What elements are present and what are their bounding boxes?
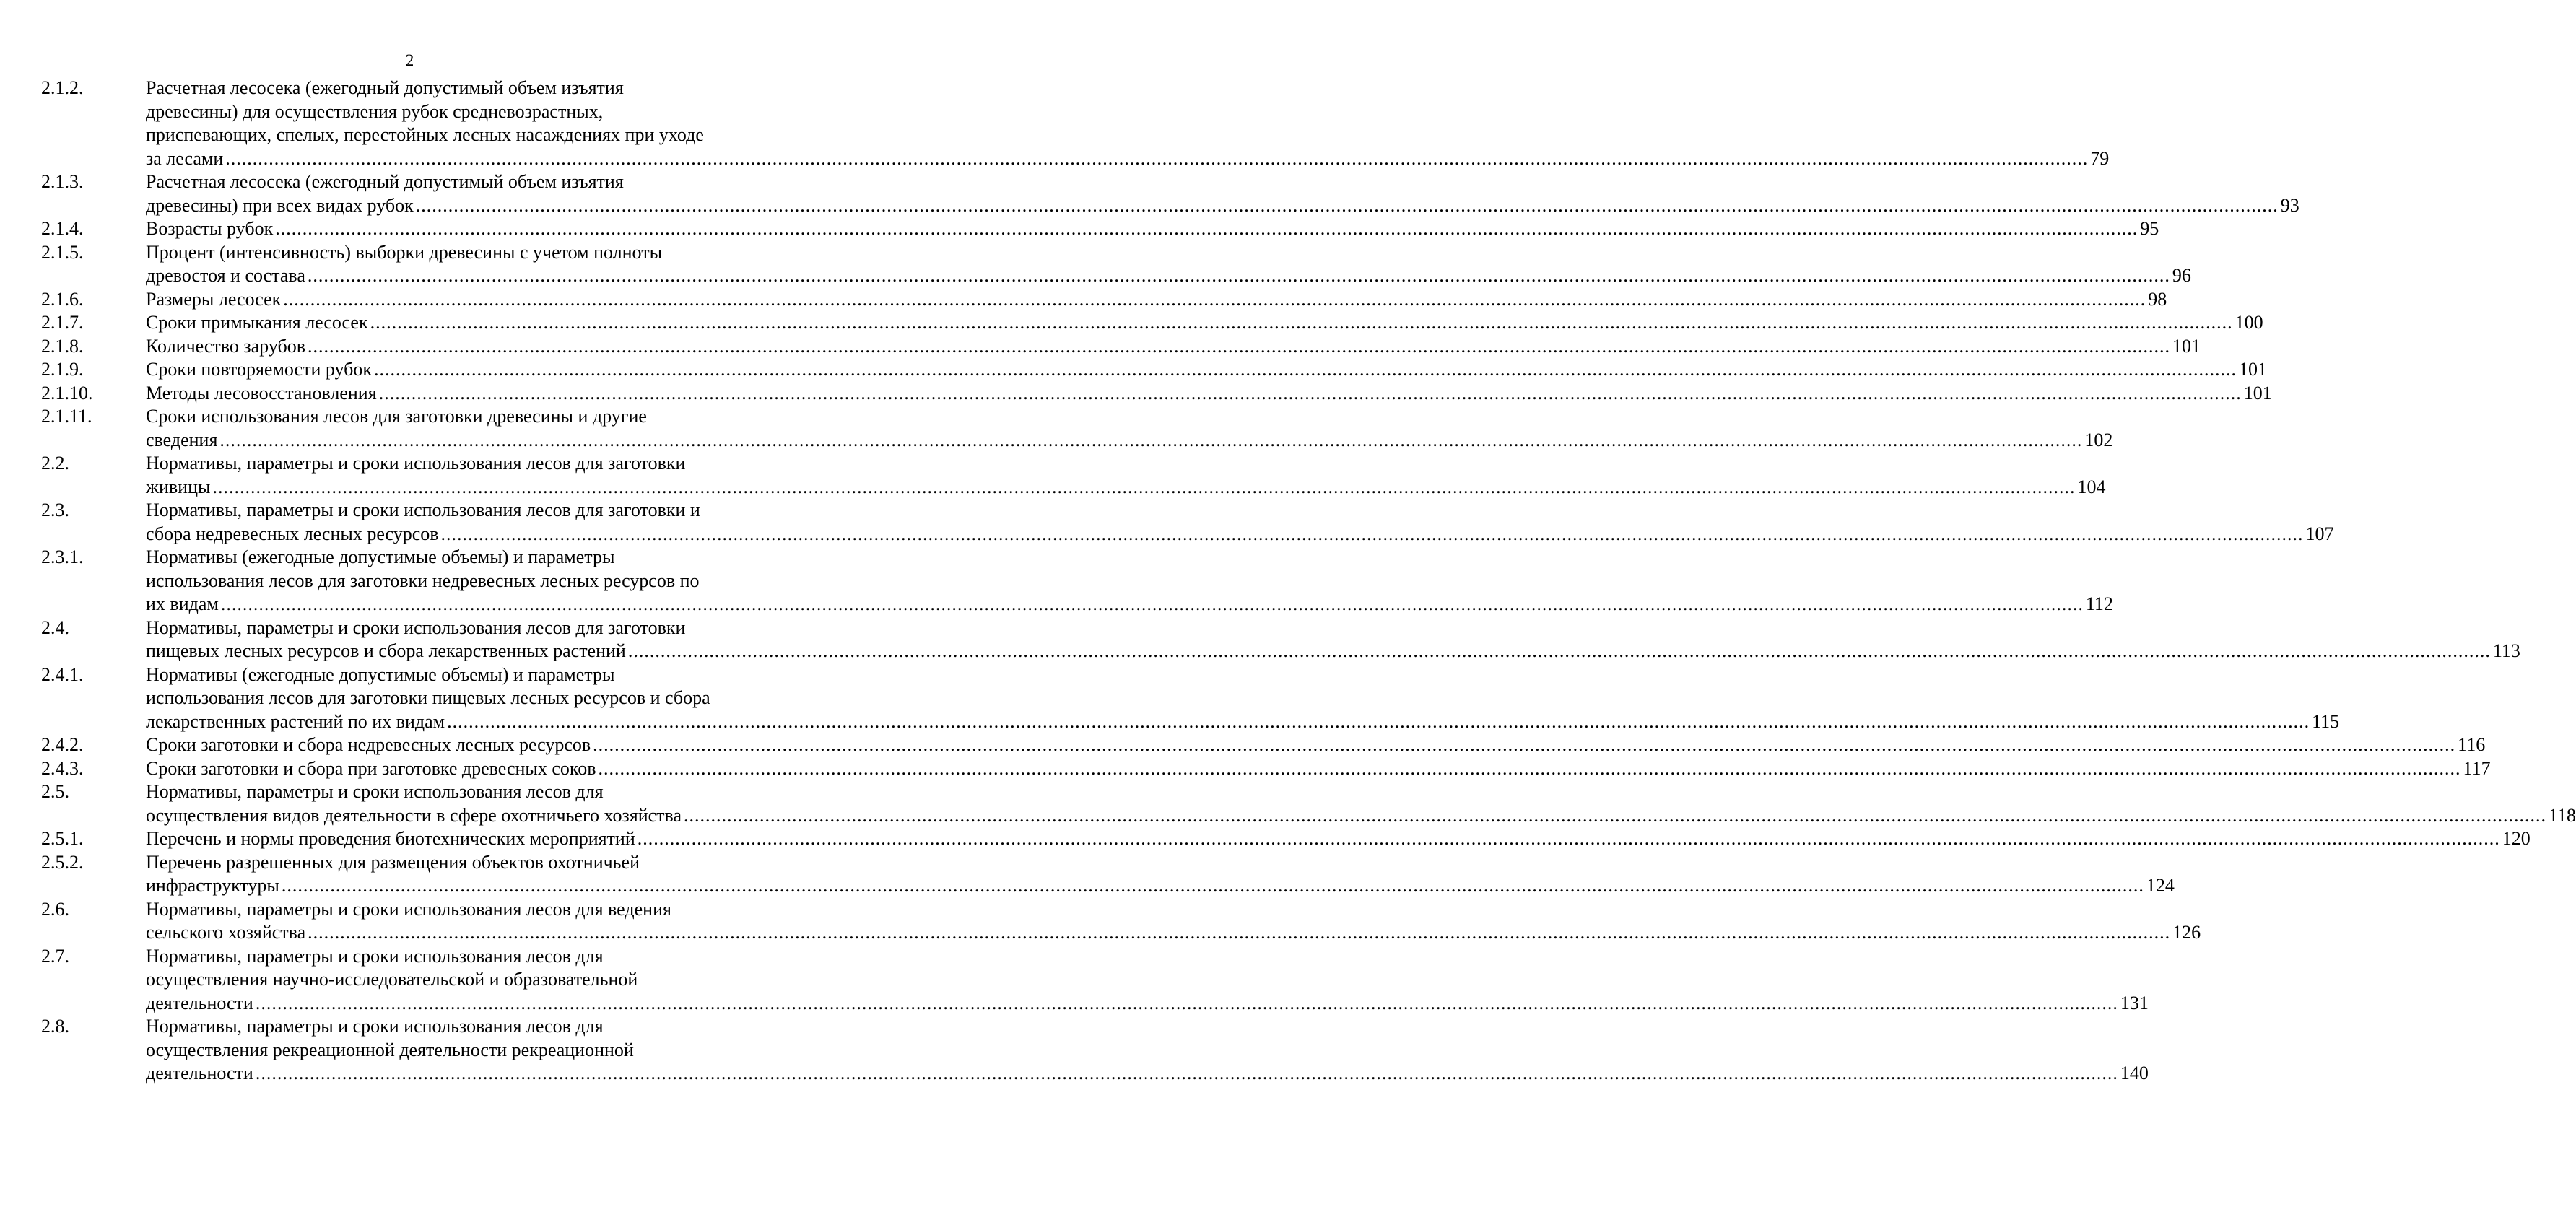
- toc-entry-last-line: [146, 358, 2267, 382]
- toc-entry[interactable]: [41, 898, 2201, 945]
- toc-entry[interactable]: [41, 945, 2149, 1016]
- toc-entry-page: 126: [2172, 922, 2201, 943]
- toc-entry[interactable]: [41, 311, 2263, 335]
- toc-entry-title: [146, 382, 2272, 406]
- toc-entry-number: 2.3.: [41, 500, 69, 520]
- dot-leader: [282, 874, 2144, 898]
- toc-entry-title: [146, 241, 2191, 288]
- toc-entry-number: 2.1.4.: [41, 218, 84, 239]
- toc-entry-title-line: Сроки заготовки и сбора недревесных лесных ресурсов: [146, 734, 591, 755]
- toc-entry-title-line: Возрасты рубок: [146, 218, 274, 239]
- toc-entry-title-line: Сроки использования лесов для заготовки древесины и другие: [146, 406, 647, 427]
- toc-entry-number: 2.1.5.: [41, 241, 84, 263]
- toc-entry-title-line: Перечень разрешенных для размещения объектов охотничьей: [146, 851, 640, 873]
- toc-entry[interactable]: [41, 77, 2110, 170]
- toc-entry-number: 2.4.: [41, 616, 69, 638]
- dot-leader: [275, 217, 2138, 241]
- toc-entry-title: [146, 757, 2491, 781]
- toc-entry-title-line: сведения: [146, 429, 218, 450]
- toc-entry-number: 2.6.: [41, 898, 69, 920]
- toc-entry[interactable]: [41, 358, 2268, 382]
- toc-entry-title-line: Сроки примыкания лесосек: [146, 312, 368, 333]
- toc-entry-last-line: [146, 335, 2201, 359]
- toc-entry-page: 79: [2090, 147, 2110, 169]
- toc-entry-title-line: Нормативы, параметры и сроки использования лесов для ведения: [146, 898, 671, 920]
- toc-entry-title: [146, 217, 2159, 241]
- dot-leader: [308, 264, 2170, 288]
- toc-entry-title-line: Размеры лесосек: [146, 288, 282, 310]
- toc-entry-title-line: Расчетная лесосека (ежегодный допустимый объем изъятия: [146, 77, 624, 98]
- toc-entry-page: 115: [2312, 710, 2340, 732]
- toc-entry[interactable]: [41, 499, 2334, 546]
- toc-entry-page: 101: [2243, 382, 2272, 404]
- toc-entry-title-line: Нормативы, параметры и сроки использования лесов для: [146, 1016, 604, 1037]
- toc-entry-page: 98: [2148, 288, 2167, 310]
- toc-entry-title: [146, 311, 2263, 335]
- toc-entry[interactable]: [41, 827, 2531, 851]
- toc-entry-title-line: Нормативы, параметры и сроки использования лесов для заготовки: [146, 616, 686, 638]
- toc-entry-title-line: использования лесов для заготовки пищевых лесных ресурсов и сбора: [146, 687, 710, 708]
- toc-entry-title: [146, 733, 2485, 757]
- toc-entry-page: 101: [2172, 335, 2201, 357]
- toc-entry-title-line: Нормативы, параметры и сроки использования лесов для: [146, 945, 604, 967]
- toc-entry-page: 101: [2239, 359, 2268, 380]
- dot-leader: [593, 733, 2455, 757]
- toc-entry-last-line: [146, 874, 2175, 898]
- toc-entry-title: [146, 358, 2267, 382]
- toc-entry-title-line: сбора недревесных лесных ресурсов: [146, 523, 439, 544]
- toc-entry-last-line: [146, 827, 2531, 851]
- toc-entry-page: 112: [2085, 593, 2113, 614]
- toc-entry-title-line: использования лесов для заготовки недревесных лесных ресурсов по: [146, 570, 700, 591]
- toc-entry-page: 131: [2120, 992, 2149, 1013]
- toc-entry-page: 120: [2502, 828, 2531, 849]
- toc-entry-title: [146, 335, 2201, 359]
- toc-entry-last-line: [146, 640, 2520, 663]
- toc-entry[interactable]: [41, 663, 2340, 734]
- toc-entry-page: 116: [2458, 734, 2486, 755]
- toc-entry-last-line: [146, 1062, 2149, 1086]
- toc-entry-title-line: Нормативы, параметры и сроки использования лесов для заготовки: [146, 453, 686, 474]
- dot-leader: [416, 194, 2279, 218]
- toc-entry-title-line: живицы: [146, 476, 211, 497]
- toc-entry-last-line: [146, 194, 2299, 218]
- toc-entry-page: 95: [2140, 218, 2159, 239]
- dot-leader: [308, 921, 2170, 945]
- toc-entry-number: 2.1.2.: [41, 77, 84, 98]
- toc-entry-last-line: [146, 382, 2272, 406]
- toc-entry[interactable]: [41, 1015, 2149, 1086]
- toc-entry-title-line: Расчетная лесосека (ежегодный допустимый объем изъятия: [146, 171, 624, 192]
- toc-entry-last-line: [146, 288, 2167, 312]
- toc-entry-page: 96: [2172, 265, 2191, 286]
- dot-leader: [379, 382, 2242, 406]
- toc-entry-title-line: Нормативы, параметры и сроки использования лесов для: [146, 781, 604, 802]
- toc-entry-page: 93: [2280, 194, 2299, 216]
- toc-entry[interactable]: [41, 382, 2272, 406]
- toc-entry-number: 2.7.: [41, 945, 69, 967]
- toc-entry-title-line: сельского хозяйства: [146, 922, 306, 943]
- dot-leader: [212, 476, 2075, 500]
- toc-entry-title: [146, 452, 2105, 499]
- toc-entry-title-line: Нормативы (ежегодные допустимые объемы) и параметры: [146, 546, 615, 567]
- toc-entry-number: 2.5.2.: [41, 851, 84, 873]
- toc-entry[interactable]: [41, 757, 2491, 781]
- dot-leader: [599, 757, 2461, 781]
- toc-entry-title-line: инфраструктуры: [146, 875, 279, 896]
- toc-entry-page: 124: [2146, 875, 2175, 896]
- toc-entry-title-line: деятельности: [146, 992, 253, 1013]
- toc-entry[interactable]: [41, 217, 2159, 241]
- dot-leader: [628, 640, 2491, 663]
- toc-entry[interactable]: [41, 546, 2113, 616]
- toc-entry[interactable]: [41, 616, 2520, 663]
- toc-entry-title: [146, 898, 2201, 945]
- page-number: 2: [405, 51, 414, 69]
- toc-entry-number: 2.1.7.: [41, 312, 84, 333]
- toc-entry-title-line: Процент (интенсивность) выборки древесины с учетом полноты: [146, 241, 663, 263]
- dot-leader: [684, 804, 2546, 828]
- dot-leader: [370, 311, 2233, 335]
- toc-entry-number: 2.1.8.: [41, 335, 84, 357]
- toc-entry-page: 117: [2463, 757, 2491, 779]
- toc-entry[interactable]: [41, 405, 2113, 452]
- dot-leader: [256, 1062, 2118, 1086]
- toc-entry-last-line: [146, 757, 2491, 781]
- toc-entry-title-line: Сроки повторяемости рубок: [146, 359, 373, 380]
- toc-entry-title-line: древесины) при всех видах рубок: [146, 194, 414, 216]
- toc-entry-page: 140: [2120, 1063, 2149, 1084]
- toc-entry-title-line: деятельности: [146, 1063, 253, 1084]
- toc-entry-title-line: приспевающих, спелых, перестойных лесных насаждениях при уходе: [146, 124, 704, 145]
- toc-entry-page: 104: [2077, 476, 2106, 497]
- toc-entry-title: [146, 827, 2531, 851]
- toc-entry-title-line: за лесами: [146, 147, 224, 169]
- toc-entry-title-line: древесины) для осуществления рубок средневозрастных,: [146, 100, 604, 122]
- toc-entry-last-line: [146, 921, 2201, 945]
- dot-leader: [256, 992, 2118, 1016]
- toc-entry-title: [146, 499, 2334, 546]
- toc-entry-page: 100: [2235, 312, 2263, 333]
- toc-entry-last-line: [146, 147, 2109, 171]
- toc-entry-title-line: их видам: [146, 593, 219, 614]
- toc-entry-title-line: Методы лесовосстановления: [146, 382, 377, 404]
- toc-entry-title: [146, 77, 2109, 170]
- toc-entry[interactable]: [41, 452, 2106, 499]
- toc-entry-title: [146, 663, 2339, 734]
- toc-entry-number: 2.8.: [41, 1016, 69, 1037]
- toc-entry-title-line: Количество зарубов: [146, 335, 305, 357]
- toc-entry-title-line: пищевых лесных ресурсов и сбора лекарственных растений: [146, 640, 626, 661]
- dot-leader: [219, 429, 2082, 453]
- toc-entry-last-line: [146, 710, 2339, 734]
- toc-entry-page: 102: [2084, 429, 2113, 450]
- toc-entry-last-line: [146, 429, 2112, 453]
- dot-leader: [308, 335, 2170, 359]
- toc-entry-title: [146, 1015, 2149, 1086]
- toc-entry-title: [146, 546, 2113, 616]
- toc-entry-number: 2.4.1.: [41, 663, 84, 685]
- toc-entry-page: 113: [2492, 640, 2520, 661]
- toc-entry-title-line: Перечень и нормы проведения биотехнических мероприятий: [146, 828, 635, 849]
- toc-entry-last-line: [146, 804, 2576, 828]
- toc-entry-title: [146, 288, 2167, 312]
- toc-entry-page: 107: [2305, 523, 2334, 544]
- toc-entry-number: 2.5.: [41, 781, 69, 802]
- toc-entry-last-line: [146, 593, 2113, 616]
- toc-entry-last-line: [146, 992, 2149, 1016]
- dot-leader: [447, 710, 2310, 734]
- dot-leader: [374, 358, 2237, 382]
- toc-entry[interactable]: [41, 733, 2486, 757]
- toc-entry[interactable]: [41, 170, 2299, 217]
- toc-entry-title-line: осуществления видов деятельности в сфере охотничьего хозяйства: [146, 804, 682, 826]
- toc-entry-title: [146, 170, 2299, 217]
- toc-entry-last-line: [146, 311, 2263, 335]
- toc-entry-title-line: осуществления научно-исследовательской и образовательной: [146, 969, 638, 990]
- toc-entry-title: [146, 851, 2175, 898]
- dot-leader: [441, 523, 2304, 546]
- toc-entry-page: 118: [2549, 804, 2576, 826]
- dot-leader: [225, 147, 2088, 171]
- toc-entry-title: [146, 780, 2576, 827]
- toc-entry-title-line: Нормативы (ежегодные допустимые объемы) и параметры: [146, 663, 615, 685]
- dot-leader: [638, 827, 2500, 851]
- toc-entry-number: 2.2.: [41, 453, 69, 474]
- toc-entry-title-line: Нормативы, параметры и сроки использования лесов для заготовки и: [146, 500, 700, 520]
- toc-entry-title-line: лекарственных растений по их видам: [146, 710, 445, 732]
- toc-entry-number: 2.1.3.: [41, 171, 84, 192]
- toc-entry-number: 2.4.3.: [41, 757, 84, 779]
- toc-entry-number: 2.4.2.: [41, 734, 84, 755]
- toc-entry-number: 2.1.11.: [41, 406, 92, 427]
- toc-entry-title: [146, 945, 2149, 1016]
- toc-entry-title: [146, 405, 2112, 452]
- toc-entry[interactable]: [41, 851, 2175, 898]
- dot-leader: [221, 593, 2084, 616]
- toc-entry-title-line: осуществления рекреационной деятельности рекреационной: [146, 1039, 634, 1060]
- toc-entry[interactable]: [41, 335, 2201, 359]
- toc-entry-last-line: [146, 733, 2485, 757]
- toc-entry-last-line: [146, 476, 2105, 500]
- table-of-contents: [41, 77, 2576, 1086]
- toc-entry[interactable]: [41, 288, 2167, 312]
- toc-entry-title-line: Сроки заготовки и сбора при заготовке древесных соков: [146, 757, 596, 779]
- toc-entry-title: [146, 616, 2520, 663]
- dot-leader: [283, 288, 2146, 312]
- toc-entry[interactable]: [41, 780, 2576, 827]
- toc-entry-last-line: [146, 264, 2191, 288]
- toc-entry[interactable]: [41, 241, 2191, 288]
- toc-entry-title-line: древостоя и состава: [146, 265, 305, 286]
- toc-entry-last-line: [146, 217, 2159, 241]
- toc-entry-last-line: [146, 523, 2334, 546]
- toc-entry-number: 2.1.6.: [41, 288, 84, 310]
- toc-entry-number: 2.3.1.: [41, 546, 84, 567]
- toc-entry-number: 2.1.10.: [41, 382, 93, 404]
- toc-entry-number: 2.1.9.: [41, 359, 84, 380]
- toc-entry-number: 2.5.1.: [41, 828, 84, 849]
